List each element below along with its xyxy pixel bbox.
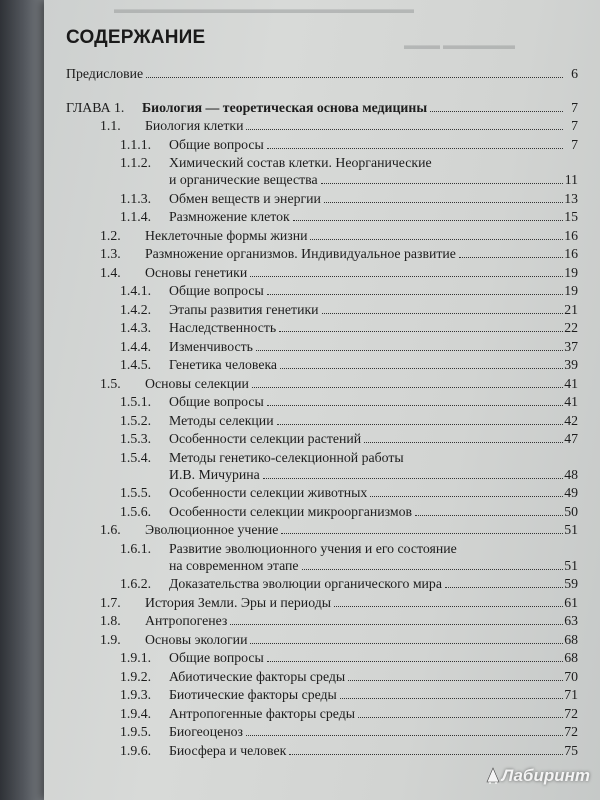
facing-page-edge	[0, 0, 46, 800]
dot-leader	[281, 533, 563, 534]
toc-entry-title: Методы селекции	[169, 412, 274, 428]
toc-entry	[120, 191, 578, 207]
dot-leader	[250, 276, 563, 277]
toc-entry-title: Доказательства эволюции органического мира	[169, 576, 442, 591]
toc-page-number: 48	[564, 466, 578, 482]
toc-entry-title: Обмен веществ и энергии	[169, 190, 321, 206]
toc-entry-continuation	[169, 558, 578, 574]
toc-entry-continuation	[169, 172, 578, 188]
toc-page-number: 63	[564, 613, 578, 628]
toc-entry-number: 1.1.2.	[120, 155, 152, 170]
toc-entry-title: История Земли. Эры и периоды	[145, 594, 331, 610]
dot-leader	[358, 717, 563, 718]
toc-page-number: 13	[564, 190, 578, 206]
toc-entry-number: 1.1.3.	[120, 190, 152, 206]
toc-entry-number: 1.9.5.	[120, 724, 152, 739]
toc-entry	[120, 724, 578, 740]
toc-entry-title: Размножение клеток	[169, 209, 290, 224]
toc-entry-number: 1.5.3.	[120, 431, 152, 446]
dot-leader	[246, 129, 563, 130]
toc-entry-title: Химический состав клетки. Неорганические	[169, 155, 432, 170]
dot-leader	[321, 183, 563, 184]
toc-entry-title: Генетика человека	[169, 357, 278, 372]
toc-entry-number: 1.4.4.	[120, 338, 152, 354]
dot-leader	[267, 661, 563, 662]
toc-entry-title: Биотические факторы среды	[169, 687, 337, 702]
toc-page-number: 59	[564, 576, 578, 591]
toc-entry-number: 1.1.1.	[120, 136, 152, 152]
toc-page-number: 7	[571, 100, 578, 115]
toc-entry-title: Основы экологии	[145, 631, 248, 647]
toc-page-number: 75	[564, 742, 578, 758]
dot-leader	[310, 239, 563, 240]
toc-entry-title: Особенности селекции растений	[169, 431, 362, 446]
toc-entry-title: Основы селекции	[145, 375, 249, 391]
dot-leader	[263, 478, 563, 479]
toc-entry-number: 1.6.2.	[120, 576, 152, 591]
toc-entry-title: Биосфера и человек	[169, 742, 287, 758]
toc-entry-number: 1.4.5.	[120, 357, 152, 372]
toc-entry-title: Биогеоценоз	[169, 724, 243, 739]
dot-leader	[267, 294, 563, 295]
dot-leader	[324, 202, 563, 203]
toc-entry	[120, 576, 578, 592]
chapter-number: ГЛАВА 1.	[66, 100, 125, 115]
toc-page-number: 16	[564, 227, 578, 243]
toc-entry-title: Наследственность	[169, 320, 277, 335]
toc-entry	[120, 283, 578, 299]
toc-entry	[100, 595, 578, 611]
dot-leader	[348, 680, 563, 681]
toc-entry-title: Методы генетико-селекционной работы	[169, 449, 404, 465]
dot-leader	[246, 735, 563, 736]
toc-page-number: 37	[564, 338, 578, 354]
toc-page-number: 11	[564, 172, 578, 187]
toc-entry	[120, 706, 578, 722]
toc-entry-preface	[66, 66, 578, 82]
dot-leader	[302, 569, 563, 570]
toc-entry-number: 1.8.	[100, 613, 121, 628]
page-title: СОДЕРЖАНИЕ	[66, 27, 206, 48]
toc-entry	[120, 209, 578, 225]
toc-entry	[100, 118, 578, 134]
toc-entry-title-continuation: И.В. Мичурина	[169, 466, 260, 482]
toc-entry	[100, 632, 578, 648]
toc-entry-number: 1.9.3.	[120, 687, 152, 702]
toc-entry	[120, 413, 578, 429]
dot-leader	[289, 754, 563, 755]
toc-entry-number: 1.5.5.	[120, 485, 152, 500]
toc-entry-number: 1.6.1.	[120, 540, 152, 556]
toc-page-number: 71	[564, 687, 578, 702]
toc-chapter-1	[66, 100, 578, 116]
toc-entry-number: 1.9.	[100, 631, 121, 647]
dot-leader	[256, 350, 563, 351]
toc-page-number: 19	[564, 264, 578, 280]
toc-page-number: 61	[564, 594, 578, 610]
toc-entry-title: Биология клетки	[145, 118, 244, 133]
toc-entry-title: Особенности селекции микроорганизмов	[169, 503, 413, 519]
dot-leader	[459, 257, 563, 258]
dot-leader	[322, 313, 563, 314]
toc-entry	[100, 246, 578, 262]
toc-entry-title: Общие вопросы	[169, 136, 264, 152]
toc-entry	[120, 155, 432, 171]
toc-entry-continuation	[169, 467, 578, 483]
toc-entry-number: 1.9.4.	[120, 705, 152, 721]
toc-entry-title: Изменчивость	[169, 338, 253, 354]
dot-leader	[340, 698, 563, 699]
toc-entry-title: Общие вопросы	[169, 394, 264, 409]
toc-entry-title: Эволюционное учение	[145, 522, 279, 537]
dot-leader	[250, 643, 563, 644]
labyrinth-logo-icon	[486, 767, 500, 785]
toc-page-number: 22	[564, 320, 578, 335]
toc-page-number: 7	[571, 118, 578, 133]
toc-entry-number: 1.4.2.	[120, 301, 152, 317]
toc-entry-number: 1.5.4.	[120, 449, 152, 465]
toc-entry-title: Неклеточные формы жизни	[145, 227, 308, 243]
toc-entry-number: 1.5.	[100, 375, 121, 391]
toc-entry-title: Абиотические факторы среды	[169, 668, 346, 684]
dot-leader	[252, 387, 563, 388]
toc-entry-number: 1.6.	[100, 522, 121, 537]
toc-page-number: 41	[564, 394, 578, 409]
dot-leader	[364, 442, 563, 443]
toc-entry	[120, 302, 578, 318]
toc-entry-number: 1.5.2.	[120, 412, 152, 428]
toc-entry	[100, 376, 578, 392]
dot-leader	[277, 424, 563, 425]
toc-entry	[100, 522, 578, 538]
toc-entry	[120, 687, 578, 703]
toc-entry	[120, 320, 578, 336]
toc-entry	[120, 669, 578, 685]
toc-page-number: 49	[564, 485, 578, 500]
toc-entry-title-continuation: на современном этапе	[169, 557, 299, 573]
toc-entry-number: 1.4.1.	[120, 283, 152, 298]
toc-entry	[100, 265, 578, 281]
toc-entry-number: 1.3.	[100, 246, 121, 261]
toc-entry	[120, 650, 578, 666]
toc-page-number: 16	[564, 246, 578, 261]
toc-entry-title: Размножение организмов. Индивидуальное развитие	[145, 246, 456, 261]
toc-page-number: 51	[564, 557, 578, 573]
toc-entry	[120, 504, 578, 520]
toc-page-number: 68	[564, 650, 578, 665]
toc-entry-number: 1.9.2.	[120, 668, 152, 684]
toc-entry-title: Развитие эволюционного учения и его состояние	[169, 540, 457, 556]
toc-entry	[120, 743, 578, 759]
toc-entry-title: Предисловие	[66, 66, 144, 81]
toc-entry-title-continuation: и органические вещества	[169, 172, 318, 187]
toc-entry-title: Особенности селекции животных	[169, 485, 368, 500]
toc-entry-number: 1.9.6.	[120, 742, 152, 758]
dot-leader	[334, 606, 563, 607]
toc-page-number: 19	[564, 283, 578, 298]
toc-entry-title: Этапы развития генетики	[169, 301, 319, 317]
bleed-through-text: ▬▬▬ ▬▬▬▬▬▬	[404, 38, 515, 52]
toc-entry	[120, 541, 457, 557]
toc-page-number: 68	[564, 631, 578, 647]
toc-entry-number: 1.5.1.	[120, 394, 152, 409]
toc-entry	[120, 137, 578, 153]
dot-leader	[370, 496, 563, 497]
dot-leader	[445, 587, 563, 588]
toc-entry	[120, 431, 578, 447]
toc-entry	[120, 339, 578, 355]
dot-leader	[267, 405, 563, 406]
toc-page-number: 72	[564, 724, 578, 739]
toc-page-number: 50	[564, 503, 578, 519]
toc-entry-title: Антропогенез	[145, 613, 228, 628]
dot-leader	[280, 368, 563, 369]
toc-entry	[120, 394, 578, 410]
toc-page-number: 39	[564, 357, 578, 372]
toc-page-number: 15	[564, 209, 578, 224]
toc-entry-title: Антропогенные факторы среды	[169, 705, 356, 721]
toc-page-number: 72	[564, 705, 578, 721]
watermark-logo	[486, 766, 590, 786]
toc-entry-title: Общие вопросы	[169, 283, 264, 298]
toc-page-number: 47	[564, 431, 578, 446]
dot-leader	[267, 148, 563, 149]
toc-entry-number: 1.1.	[100, 118, 121, 133]
toc-page-number: 42	[564, 412, 578, 428]
book-page	[44, 0, 600, 800]
toc-entry-title: Основы генетики	[145, 264, 248, 280]
dot-leader	[279, 331, 563, 332]
toc-entry-title: Общие вопросы	[169, 650, 264, 665]
toc-entry-number: 1.4.3.	[120, 320, 152, 335]
dot-leader	[415, 515, 563, 516]
watermark-text: Лабиринт	[501, 766, 590, 785]
toc-page-number: 70	[564, 668, 578, 684]
chapter-title: Биология — теоретическая основа медицины	[142, 100, 428, 115]
toc-page-number: 21	[564, 301, 578, 317]
toc-page-number: 7	[571, 136, 578, 152]
toc-page-number: 6	[571, 66, 578, 81]
toc-entry-number: 1.5.6.	[120, 503, 152, 519]
dot-leader	[230, 624, 563, 625]
toc-entry-number: 1.2.	[100, 227, 121, 243]
bleed-through-text: ▬▬▬▬▬▬▬▬▬▬▬▬▬▬▬▬▬▬▬▬▬▬▬▬▬	[114, 2, 414, 16]
dot-leader	[146, 77, 563, 78]
dot-leader	[430, 111, 563, 112]
toc-entry	[100, 228, 578, 244]
toc-page-number: 41	[564, 375, 578, 391]
toc-entry-number: 1.7.	[100, 594, 121, 610]
toc-entry	[120, 357, 578, 373]
toc-page-number: 51	[564, 522, 578, 537]
toc-entry-number: 1.1.4.	[120, 209, 152, 224]
toc-entry-number: 1.4.	[100, 264, 121, 280]
toc-entry	[100, 613, 578, 629]
dot-leader	[293, 220, 563, 221]
toc-entry	[120, 485, 578, 501]
toc-entry-number: 1.9.1.	[120, 650, 152, 665]
toc-entry	[120, 450, 404, 466]
